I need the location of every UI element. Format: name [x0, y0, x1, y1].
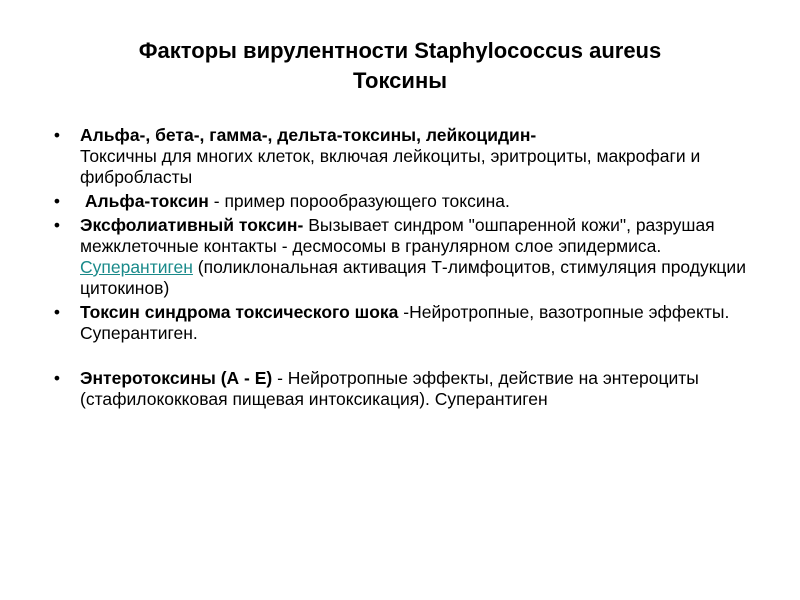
bullet-item-tss-toxin [50, 302, 760, 344]
slide-title [40, 36, 760, 96]
title-line-1: Факторы вирулентности Staphylococcus aureus [138, 38, 662, 63]
bullet-bold-text: Альфа-токсин [84, 191, 209, 211]
bullet-marker: • [53, 125, 61, 145]
bullet-bold-text: Энтеротоксины (А - Е) [80, 368, 273, 388]
bullet-item-enterotoxins [50, 368, 760, 410]
bullet-text-after-link: (поликлональная активация Т-лимфоцитов, стимуляция продукции цитокинов) [80, 257, 746, 298]
bullet-text: - пример порообразующего токсина. [208, 191, 510, 211]
bullet-marker: • [53, 215, 61, 235]
superantigen-link[interactable]: Суперантиген [80, 257, 193, 277]
bullet-marker: • [53, 191, 61, 211]
bullet-list [50, 125, 760, 413]
title-line-2: Токсины [352, 68, 448, 93]
bullet-bold-text: Альфа-, бета-, гамма-, дельта-токсины, лейкоцидин- [80, 125, 537, 145]
bullet-bold-text: Эксфолиативный токсин- [80, 215, 304, 235]
bullet-text: -Нейротропные, вазотропные эффекты. Суперантиген. [80, 302, 730, 343]
bullet-bold-text: Токсин синдрома токсического шока [80, 302, 399, 322]
bullet-text: Токсичны для многих клеток, включая лейкоциты, эритроциты, макрофаги и фибробласты [80, 146, 701, 187]
bullet-text: Вызывает синдром "ошпаренной кожи", разрушая межклеточные контакты - десмосомы в гранулярном слое эпидермиса. [80, 215, 715, 256]
bullet-text: - Нейротропные эффекты, действие на энтероциты (стафилококковая пищевая интоксикация). Суперантиген [80, 368, 699, 409]
bullet-item-exfoliative-toxin [50, 215, 760, 299]
bullet-marker: • [53, 368, 61, 388]
bullet-item-alpha-toxin [50, 191, 760, 212]
bullet-marker: • [53, 302, 61, 322]
bullet-item-toxins [50, 125, 760, 188]
